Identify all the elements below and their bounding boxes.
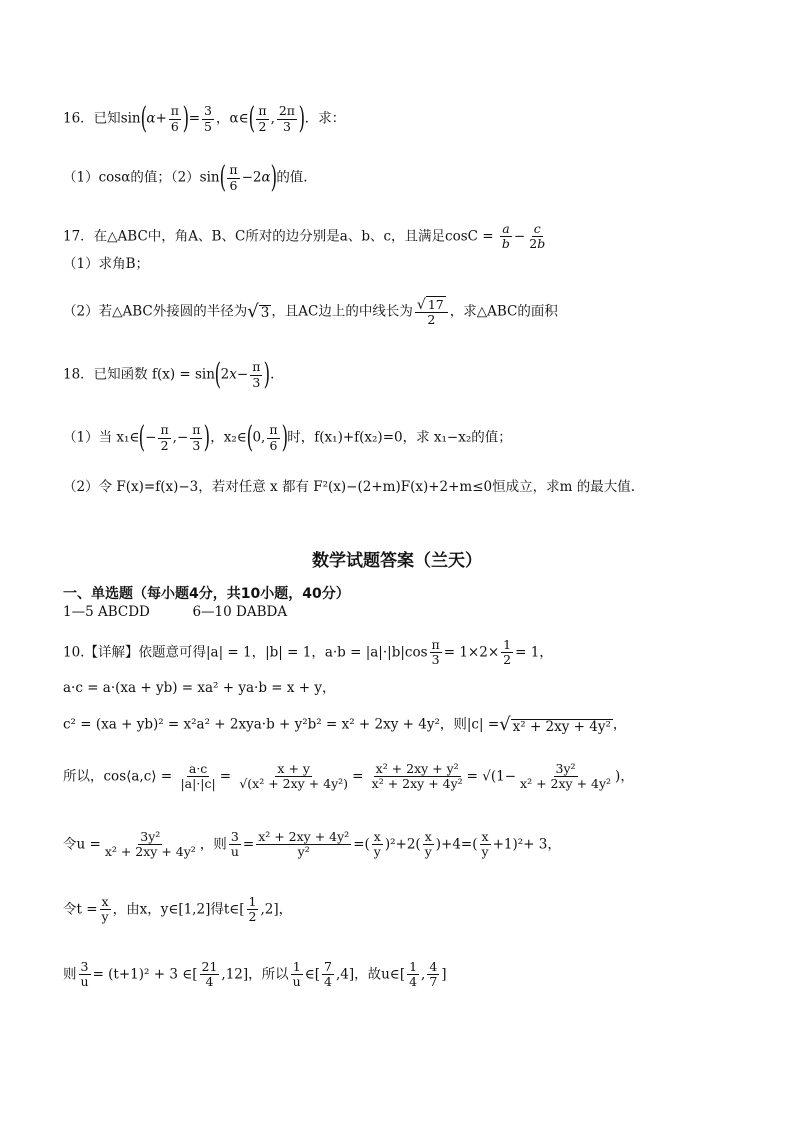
paren: ) [270,160,277,195]
text: ，求△ABC的面积 [449,303,558,320]
text: 时，f(x₁)+f(x₂)=0，求 x₁−x₂的值； [287,429,512,446]
fraction: $\frac{x + y}{\text{√(x² + 2xy + 4y²)}}$ [239,761,349,792]
choices-2: 6—10 DABDA [192,604,288,620]
paren: ) [182,101,190,136]
text: 令t = [63,901,98,918]
text: = 1×2× [443,644,500,661]
fraction: √ 17 2 [415,296,448,328]
fraction: $\frac{\text{x² + 2xy + 4y²}}{\text{y²}}$ [258,829,350,860]
text: ，故u∈ [354,966,400,983]
paren: ( [140,101,147,136]
text: （2）若△ABC外接圆的半径为 [63,303,248,320]
text: c² = (xa + yb)² = x²a² + 2xya·b + y²b² = x² + 2xy + 4y²，则|c| = [63,716,500,733]
text: + 3， [523,836,561,853]
problem-17-part1 [63,258,149,272]
fraction: $\frac{3}{5}$ [204,103,212,134]
text: ，所以 [248,966,289,983]
text: （1）求角B； [63,256,150,272]
text: ，由x，y∈[1,2]得t∈ [112,901,240,918]
text: = 1， [515,644,553,661]
fraction: $\frac{\pi}{6}$ [269,422,278,453]
problem-16-line1: 16．已知sin(α+ $\frac{\pi}{6}$ )= $\frac{3}{5}$ ，α∈( $\frac{\pi}{2}$ , $\frac{2\pi}{3}$ )．求： [63,101,346,136]
fraction: $\frac{\pi}{3}$ [252,359,261,390]
fraction: $\frac{2\pi}{3}$ [278,103,296,134]
problem-18-part1: （1）当 x₁∈(− $\frac{\pi}{2}$ ,− $\frac{\pi}{3}$ )，x₂∈(0, $\frac{\pi}{6}$ )时，f(x₁)+f(x₂)=0，求 x₁−x₂的值； [63,420,512,455]
paren: ( [214,357,222,392]
sqrt: √ x² + 2xy + 4y² [499,714,611,735]
section-title: 一、单选题（每小题4分，共10小题，40分） [63,586,350,602]
fraction: $\frac{21}{4}$ [201,959,218,990]
answers-heading: 数学试题答案（兰天） [312,551,482,571]
paren: ( [246,420,253,455]
text: ，x₂∈ [210,429,247,446]
text: 所以，cos⟨a,c⟩ = [63,768,173,785]
fraction: $\frac{3}{u}$ [80,959,89,990]
fraction: $\frac{\text{x² + 2xy + y²}}{\text{x² + 2xy + 4y²}}$ [371,761,463,792]
fraction: $\frac{4}{7}$ [429,959,438,990]
problem-18-part2 [63,481,635,495]
fraction: $\frac{a}{b}$ [501,221,510,252]
q10-line1 [63,638,553,668]
q10-line4: 所以，cos⟨a,c⟩ = $\frac{a\cdot c}{|a|\cdot|c|}$ = $\frac{x + y}{\text{√(x² + 2xy + 4y²)}}$ = $\frac{\text{x² + 2xy + y²}}{\text{x² + 2xy + 4y²}}$ = √(1− $\frac{\text{3y²}}{\text{x² + 2xy + 4y²}}$ )， [63,761,634,792]
text: 16．已知 [63,110,121,127]
problem-17-part2 [63,296,558,328]
fraction: $\frac{c}{2b}$ [529,221,546,252]
text: 则 [63,966,77,983]
text: ，且AC边上的中线长为 [271,303,413,320]
paren: ( [139,420,146,455]
fraction: $\frac{1}{u}$ [292,959,301,990]
fraction: $\frac{x}{y}$ [373,829,381,860]
paren: ) [298,101,306,136]
q10-line2 [63,682,336,696]
q10-line7: 则 $\frac{3}{u}$ = (t+1)² + 3 ∈[ $\frac{21}{4}$ ,12]，所以 $\frac{1}{u}$ ∈[ $\frac{7}{4}$ ,4]，故u∈[ $\frac{1}{4}$ , $\frac{4}{7}$ ] [63,959,447,990]
fraction: $\frac{\text{3y²}}{\text{x² + 2xy + 4y²}}$ [104,829,196,860]
problem-16-line2: （1）cosα的值；（2）sin( $\frac{\pi}{6}$ −2α)的值. [63,160,308,195]
paren: ( [219,160,226,195]
text: ，α∈ [216,110,249,127]
fraction: $\frac{x}{y}$ [424,829,432,860]
fraction: $\frac{\pi}{3}$ [431,637,440,668]
text: 17．在△ABC中，角A、B、C所对的边分别是a、b、c，且满足cosC = [63,228,494,245]
paren: ) [264,357,271,392]
text: 18．已知函数 f(x) = sin [63,366,215,383]
problem-17-line1: 17．在△ABC中，角A、B、C所对的边分别是a、b、c，且满足cosC = $\frac{a}{b}$ − $\frac{c}{2b}$ [63,221,546,252]
text: 10.【详解】依题意可得 [63,644,206,661]
choices-row [63,606,287,620]
paren: ) [204,420,211,455]
text: 的值. [276,169,308,186]
fraction: $\frac{\pi}{6}$ [229,162,238,193]
sqrt: √ 3 [247,300,270,322]
fraction: $\frac{\pi}{2}$ [258,103,267,134]
var: α [146,110,156,127]
text: （2）令 F(x)=f(x)−3，若对任意 x 都有 F²(x)−(2+m)F(x)+2+m≤0恒成立，求m 的最大值. [63,479,636,495]
text: （1）cosα的值；（2） [63,169,200,186]
fraction: $\frac{x}{y}$ [481,829,489,860]
fraction: $\frac{\pi}{3}$ [192,422,201,453]
text: = (t+1)² + 3 ∈ [92,966,193,983]
text: ．求： [304,110,346,127]
q10-line3: c² = (xa + yb)² = x²a² + 2xya·b + y²b² = x² + 2xy + 4y²，则|c| = √ x² + 2xy + 4y² ， [63,714,627,735]
fraction: $\frac{\pi}{2}$ [160,422,169,453]
text: ，则 [199,836,227,853]
paren: ( [248,101,255,136]
fraction: $\frac{3}{u}$ [230,829,239,860]
fraction: $\frac{a\cdot c}{|a|\cdot|c|}$ [180,761,216,792]
choices-1: 1—5 ABCDD [63,604,150,620]
fraction: $\frac{1}{2}$ [248,894,257,925]
fraction: $\frac{\pi}{6}$ [170,103,180,134]
text: |a| = 1，|b| = 1，a·b = |a|·|b|cos [205,644,428,661]
text: 令u = [63,836,101,853]
text: （1）当 x₁∈ [63,429,140,446]
sin: sin [120,110,141,127]
fraction: $\frac{7}{4}$ [324,959,332,990]
text: ∈ [304,966,315,983]
fraction: $\frac{1}{2}$ [503,637,512,668]
fraction: $\frac{\text{3y²}}{\text{x² + 2xy + 4y²}}$ [520,761,612,792]
fraction: $\frac{1}{4}$ [409,959,418,990]
paren: ) [281,420,288,455]
q10-line6: 令t = $\frac{x}{y}$ ，由x，y∈[1,2]得t∈[ $\frac{1}{2}$ ,2]， [63,894,293,925]
q10-line5: 令u = $\frac{\text{3y²}}{\text{x² + 2xy + 4y²}}$ ，则 $\frac{3}{u}$ = $\frac{\text{x² + 2xy + 4y²}}{\text{y²}}$ =( $\frac{x}{y}$ )²+2( $\frac{x}{y}$ )+4=( $\frac{x}{y}$ +1)²+ 3， [63,829,561,860]
text: a·c = a·(xa + yb) = xa² + ya·b = x + y， [63,680,336,696]
fraction: $\frac{x}{y}$ [101,894,109,925]
problem-18-line1: 18．已知函数 f(x) = sin(2x− $\frac{\pi}{3}$ ). [63,357,275,392]
